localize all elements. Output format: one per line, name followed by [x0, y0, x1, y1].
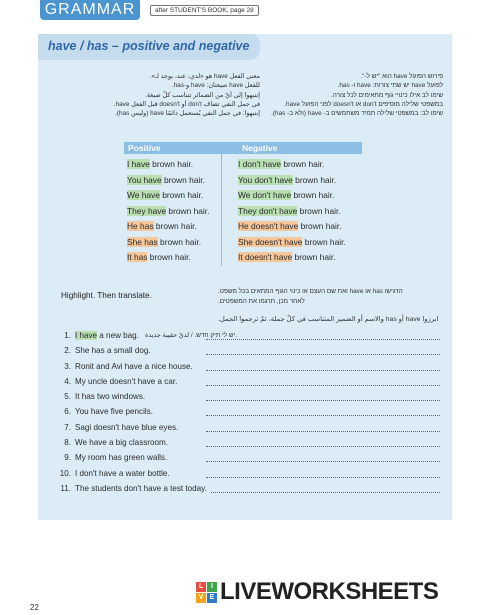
- exercise-sentence[interactable]: I don't have a water bottle.: [75, 468, 170, 478]
- positive-rest: brown hair.: [157, 236, 202, 247]
- positive-column: [124, 142, 240, 262]
- positive-rest: brown hair.: [153, 221, 197, 231]
- exercise-item: [56, 422, 440, 437]
- exercise-item: [56, 376, 440, 391]
- positive-rest: brown hair.: [149, 159, 194, 169]
- exercise-number: 10.: [59, 468, 71, 478]
- exercise-number: 1.: [64, 331, 71, 340]
- negative-rest: brown hair.: [298, 221, 342, 231]
- translation-answer-line[interactable]: [206, 446, 440, 447]
- positive-row: [127, 236, 209, 252]
- exercise-number: 2.: [64, 346, 71, 356]
- positive-rest: brown hair.: [159, 190, 204, 200]
- positive-highlight: It has: [127, 252, 148, 262]
- negative-column: [238, 142, 362, 262]
- negative-header: Negative: [238, 142, 362, 154]
- logo-tile: L: [196, 582, 206, 592]
- negative-row: [238, 189, 346, 205]
- logo-tile: I: [207, 582, 217, 592]
- exercise-number: 6.: [64, 407, 71, 417]
- negative-row: [238, 158, 346, 174]
- positive-highlight: She has: [127, 236, 158, 247]
- translation-answer-line[interactable]: [206, 477, 440, 478]
- exercise-item: [56, 483, 440, 498]
- exercise-sentence[interactable]: You have five pencils.: [75, 407, 153, 417]
- logo-tile: V: [196, 593, 206, 603]
- positive-row: [127, 158, 209, 174]
- exercise-item: [56, 437, 440, 452]
- logo-tile: E: [207, 593, 217, 603]
- column-divider: [221, 154, 222, 266]
- translation-answer-line[interactable]: [206, 461, 440, 462]
- exercise-number: 5.: [64, 392, 71, 402]
- positive-rest: brown hair.: [147, 252, 191, 262]
- arabic-note: في جمل النفي تضاف don't أو doesn't قبل الفعل have.: [113, 100, 260, 108]
- exercise-item: [56, 345, 440, 360]
- exercise-number: 11.: [60, 483, 71, 493]
- positive-rows: [127, 158, 209, 267]
- positive-negative-table: [124, 142, 362, 266]
- exercise-item: [56, 330, 440, 345]
- hebrew-note: במשפטי שלילה מוסיפים don't או doesn't לפני הפועל have.: [284, 100, 443, 108]
- exercise-list: [56, 330, 440, 498]
- arabic-note: إنتبهوا إلى أيّ من الضمائر تتناسب كلّ صيغة.: [145, 91, 260, 99]
- arabic-note: إنتبهوا: في جمل النفي يُستعمل دائمًا have (وليس has).: [115, 110, 260, 118]
- negative-highlight: I don't have: [238, 159, 282, 169]
- negative-row: [238, 251, 346, 267]
- negative-highlight: You don't have: [238, 174, 293, 185]
- exercise-sentence[interactable]: Sagi doesn't have blue eyes.: [75, 422, 179, 432]
- exercise-number: 9.: [64, 453, 71, 463]
- positive-highlight: They have: [127, 205, 167, 216]
- translation-answer-line[interactable]: [206, 431, 440, 432]
- positive-highlight: I have: [127, 159, 150, 169]
- exercise-number: 7.: [64, 422, 71, 432]
- exercise-sentence[interactable]: Ronit and Avi have a nice house.: [75, 361, 193, 371]
- exercise-sentence[interactable]: She has a small dog.: [75, 346, 151, 356]
- arabic-note: للفعل have صيغتان: have و-has.: [171, 82, 260, 90]
- logo-icon: [196, 582, 217, 603]
- instruction-arabic: ابرزوا have أو has والاسم أو الضمير المتناسب في كلّ جملة، ثمّ ترجموا الجمل.: [218, 316, 439, 323]
- translation-answer-line[interactable]: [206, 400, 440, 401]
- logo-text: LIVEWORKSHEETS: [220, 578, 439, 605]
- exercise-sentence[interactable]: My uncle doesn't have a car.: [75, 376, 178, 386]
- positive-highlight: You have: [127, 174, 162, 185]
- exercise-highlight[interactable]: I have: [75, 331, 98, 340]
- negative-rest: brown hair.: [292, 174, 337, 185]
- negative-highlight: He doesn't have: [238, 221, 299, 231]
- instruction-hebrew: [218, 287, 443, 306]
- positive-rest: brown hair.: [161, 174, 205, 185]
- exercise-sentence[interactable]: We have a big classroom.: [75, 438, 168, 448]
- instruction-hebrew-line: הדגישו has או have ואת שם העצם או כינוי הגוף המתאים בכל משפט.: [218, 288, 403, 295]
- positive-highlight: He has: [127, 221, 154, 231]
- hebrew-note: שימו לב אילו כינויי גוף מתאימים לכל צורה.: [331, 91, 443, 99]
- instruction-english: Highlight. Then translate.: [61, 291, 152, 300]
- exercise-sentence[interactable]: a new bag.: [97, 331, 139, 340]
- negative-highlight: She doesn't have: [238, 236, 303, 247]
- exercise-item: [56, 361, 440, 376]
- grammar-tab: GRAMMAR: [40, 0, 140, 20]
- exercise-sentence[interactable]: My room has green walls.: [75, 453, 168, 463]
- negative-rest: brown hair.: [302, 236, 346, 247]
- positive-row: [127, 220, 209, 236]
- arabic-note: معنى الفعل have هو «لدي، عند، يوجد لـ».: [149, 73, 260, 80]
- negative-row: [238, 174, 346, 190]
- example-translation: יש לי תיק חדש. / لديّ حقيبة جديدة.: [145, 332, 237, 339]
- positive-rest: brown hair.: [166, 205, 210, 216]
- hebrew-note: לפועל have יש שתי צורות: have ו- has.: [337, 82, 443, 90]
- positive-highlight: We have: [127, 190, 160, 200]
- exercise-item: [56, 468, 440, 483]
- negative-rest: brown hair.: [291, 190, 335, 200]
- negative-highlight: It doesn't have: [238, 252, 293, 262]
- translation-answer-line[interactable]: [206, 415, 440, 416]
- negative-row: [238, 220, 346, 236]
- positive-header: Positive: [124, 142, 240, 154]
- exercise-number: 3.: [64, 361, 71, 371]
- negative-highlight: We don't have: [238, 190, 292, 200]
- hebrew-note: שימו לב: במשפטי שלילה תמיד משתמשים ב- have (ולא ב- has).: [271, 110, 443, 118]
- positive-row: [127, 205, 209, 221]
- page-number: 22: [30, 603, 39, 612]
- liveworksheets-logo[interactable]: [196, 579, 438, 605]
- negative-rows: [238, 158, 346, 267]
- positive-row: [127, 251, 209, 267]
- exercise-item: [56, 452, 440, 467]
- translation-answer-line[interactable]: [206, 354, 440, 355]
- page-title: have / has – positive and negative: [48, 39, 250, 53]
- exercise-item: [56, 406, 440, 421]
- negative-rest: brown hair.: [297, 205, 341, 216]
- exercise-sentence[interactable]: It has two windows.: [75, 392, 146, 402]
- translation-answer-line[interactable]: [206, 370, 440, 371]
- negative-row: [238, 236, 346, 252]
- book-reference-tag: after STUDENT'S BOOK, page 28: [150, 5, 259, 16]
- negative-rest: brown hair.: [281, 159, 325, 169]
- arabic-notes: [48, 72, 260, 118]
- translation-answer-line[interactable]: [211, 492, 440, 493]
- exercise-number: 8.: [64, 438, 71, 448]
- negative-row: [238, 205, 346, 221]
- positive-row: [127, 189, 209, 205]
- exercise-number: 4.: [64, 376, 71, 386]
- negative-highlight: They don't have: [238, 205, 298, 216]
- exercise-item: [56, 391, 440, 406]
- translation-answer-line[interactable]: [206, 385, 440, 386]
- instruction-hebrew-line: לאחר מכן, תרגמו את המשפטים.: [218, 297, 305, 305]
- negative-rest: brown hair.: [292, 252, 336, 262]
- positive-row: [127, 174, 209, 190]
- hebrew-notes: [236, 72, 443, 118]
- hebrew-note: פירוש הפועל have הוא "יש ל-".: [360, 73, 443, 80]
- translation-answer-line[interactable]: [206, 339, 440, 340]
- exercise-sentence[interactable]: The students don't have a test today.: [75, 483, 207, 493]
